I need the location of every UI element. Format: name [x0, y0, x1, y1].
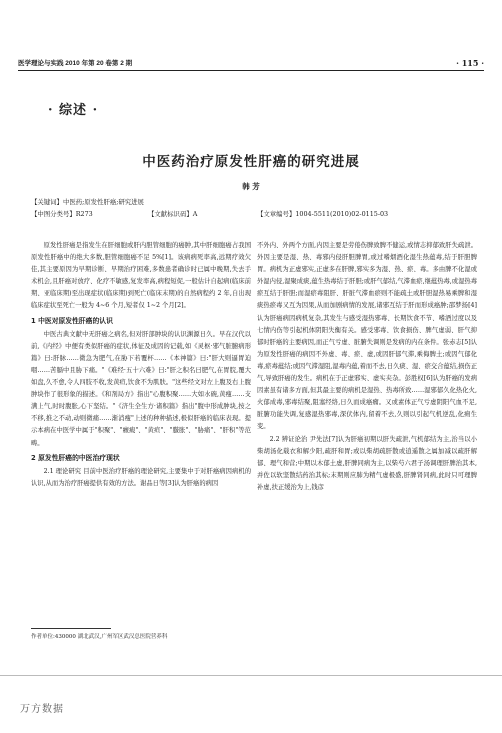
heading-section-2: 2 原发性肝癌的中医治疗现状 [31, 453, 120, 462]
left-column [31, 240, 251, 490]
footnote-rule [31, 628, 111, 629]
author: 韩 芳 [242, 182, 260, 191]
paragraph-intro: 原发性肝癌是指发生在肝细胞或肝内胆管细胞的癌肿,其中肝细胞癌占我国原发性肝癌中的绝大多数,胆管细胞癌不足 5%[1]。该病病死率高,远期疗效欠佳,其主要原因为早期诊断、早期治疗困难,多数患者确诊时已属中晚期,失去手术机会,且肝癌对放疗、化疗不敏感,复发率高,病程短促,一般估计自起病(临床前期、亚临床期)至出现症状(临床期)到死亡(临床末期)的自然病程约 2 年,自出现临床症状至死亡一般为 4~6 个月,短者仅 1~2 个月[2]。 [31, 242, 251, 310]
keywords: 【关键词】中医药;原发性肝癌;研究进展 [31, 198, 144, 206]
journal-header: 医学理论与实践 2010 年第 20 卷第 2 期 [18, 60, 133, 67]
heading-section-1: 1 中医对原发性肝癌的认识 [31, 316, 113, 325]
running-header [18, 58, 484, 70]
document-code: 【文献标识码】A [148, 210, 198, 218]
right-column [257, 240, 477, 494]
footer-rule [0, 675, 502, 676]
article-title: 中医药治疗原发性肝癌的研究进展 [142, 154, 360, 170]
page-number: · 115 · [456, 58, 484, 68]
author-affiliation: 作者单位:430000 湖北武汉,广州军区武汉总医院营养科 [31, 634, 168, 640]
section-label: · 综述 · [48, 103, 99, 118]
header-rule [18, 70, 484, 71]
paragraph-theory: 2.1 理论研究 目前中医治疗肝癌的理论研究,主要集中于对肝癌病因病机的认识,从而为治疗肝癌提供有效的方法。谢品日等[3]认为肝癌的病因 [31, 467, 251, 487]
watermark: 万方数据 [20, 704, 64, 715]
clc-number: 【中图分类号】R273 [31, 210, 93, 218]
paragraph-tcm-understanding: 中医古典文献中无肝癌之病名,但对肝部肿块的认识渊源日久。早在汉代以前,《内经》中便有类似肝癌的症状,体征及成因的记载,如《灵枢·邪气脏腑病形篇》曰:肝脉……微急为肥气,在胁下若覆杯……《本神篇》曰:"肝大则逼胃迫咽……苦膈中且胁下痛。"《难经·五十六难》曰:"肝之积名曰肥气,在胃脘,覆大如盘,久不愈,令人四肢不收,发黄疸,饮食不为肌肤。"这些经文对左上腹及右上腹肿块作了很形象的描述。《和剂局方》指出"心腹积聚……大如水碗,黄瘦……支满上气,时时腹胀,心下坚结。"《济生全生方·诸积篇》指出"腹中形成肿块,按之不移,推之不动,动则微痛……渐消瘦"上述的种种描述,极似肝癌的临床表现。提示本病在中医学中属于"积聚"、"癥瘕"、"黄疸"、"臌胀"、"胁痛"、"肝积"等范畴。 [31, 330, 251, 447]
paragraph-etiology: 不外内、外两个方面,内因主要是劳倦伤脾致脾不健运,或情志抑郁致肝失疏泄。外因主要是湿、热、毒邪内侵肝胆脾胃,或过嗜烟酒化湿生热蕴毒,结于肝胆脾胃。病机为正虚邪实,正虚多在肝脾,邪实多为湿、热、瘀、毒。多由脾不化湿或外湿内侵,湿聚成痰,蕴生热毒结于肝胆;或肝气郁结,气滞血瘀,继蕴热毒,或湿热毒瘀互结于肝胆;而湿瘀毒阻肝、肝脏气滞血瘀则不能疏土或肝胆湿热易乘脾和湿痰热瘀毒又互为因果,从而加剧病情的发展,诸邪互结于肝而形成癌肿;邵梦扬[4]认为肝癌病因病机复杂,其发生与感受湿热邪毒、长期饮食不节、嗜酒过度以及七情内伤等引起机体阴阳失衡有关。感受邪毒、饮食损伤、脾气虚弱、肝气抑郁时肝癌的主要病因,而正气亏虚、脏腑失调则是发病的内在条件。张赤志[5]认为原发性肝癌的病因不外虚、毒、瘀、虚,或因肝郁气滞,乘侮脾土;或因气郁化毒,瘀毒蕴结;或因气滞湿阻,湿毒内蕴,着而不去,日久痰、湿、瘀交合蕴结,损伤正气,导致肝癌的发生。病机在于正虚邪实、虚实夹杂。彭胜权[6]认为肝癌的发病因素虽有诸多方面,但其最主要的病机是湿热、热毒所致……湿邪郁久化热化火,火郁成毒,邪毒结聚,阻塞经络,日久而成癌瘤。又或素体正气亏虚阴阳气血不足,脏腑功能失调,复感湿热邪毒,深伏体内,留着不去,久则以引起气机逆乱,化痈生变。 [257, 242, 477, 431]
paragraph-syndrome: 2.2 辨证论治 尹先法[7]认为肝癌初期以肝失疏泄,气机郁结为主,治当以小柴胡汤化载衣和解少阳,疏肝和胃;或以柴胡疏肝散或逍遥散之属加减以疏肝解郁、理气和营;中期以木郁土虚,肝脾同病为主,以柴芍六君子汤调理肝脾治其本,并佐以软坚散结药治其标;末期则应肺为精气虚极盛,肝脾肾同病,此时只可理脾补虚,扶正缓治为上,钱彦 [257, 435, 477, 491]
article-number: 【文章编号】1004-5511(2010)02-0115-03 [257, 210, 389, 218]
